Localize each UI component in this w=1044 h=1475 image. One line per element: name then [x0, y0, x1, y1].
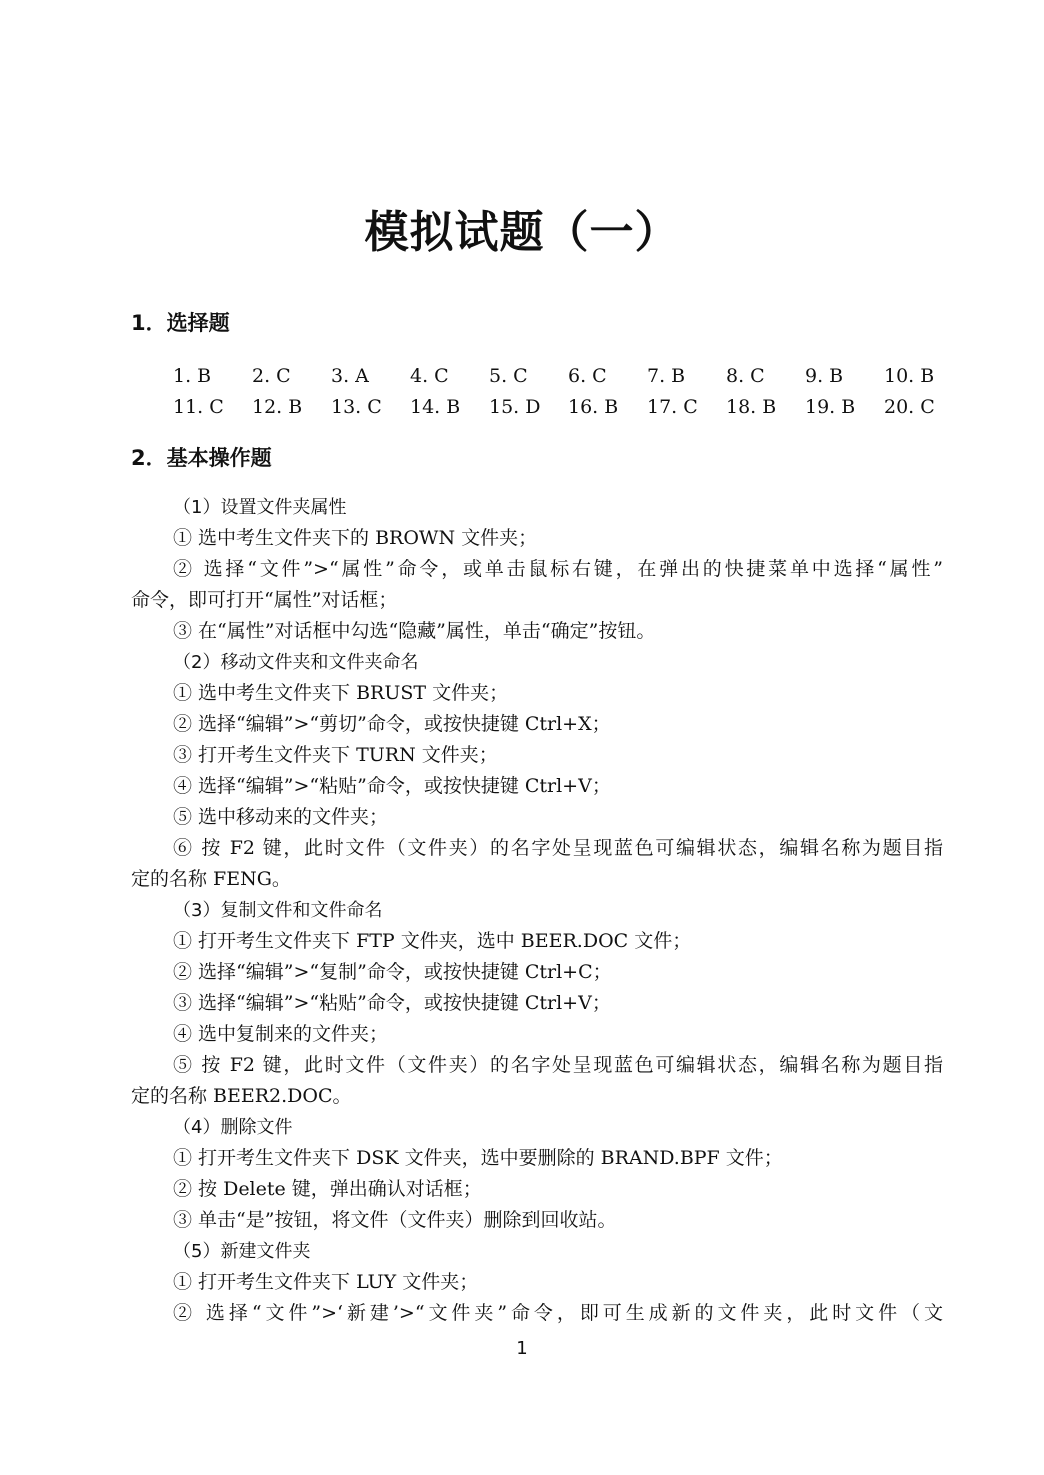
instruction-line: ② 选择“文件”>‘新建’>“文件夹”命令，即可生成新的文件夹，此时文件（文	[173, 1302, 943, 1324]
instruction-line: ③ 在“属性”对话框中勾选“隐藏”属性，单击“确定”按钮。	[173, 620, 656, 642]
instruction-line: ① 选中考生文件夹下 BRUST 文件夹；	[173, 682, 509, 704]
instruction-line: ② 选择“编辑”>“复制”命令，或按快捷键 Ctrl+C；	[173, 961, 612, 983]
answer-row	[173, 391, 963, 422]
section-heading-operations: 2．基本操作题	[131, 446, 272, 470]
page-number: 1	[516, 1338, 528, 1359]
instruction-line: ⑤ 按 F2 键，此时文件（文件夹）的名字处呈现蓝色可编辑状态，编辑名称为题目指	[173, 1054, 943, 1076]
instruction-line: ② 选择“编辑”>“剪切”命令，或按快捷键 Ctrl+X；	[173, 713, 611, 735]
subsection-heading: （4）删除文件	[173, 1117, 293, 1138]
subsection-heading: （2）移动文件夹和文件夹命名	[173, 652, 419, 673]
answer-item: 8. C	[726, 364, 765, 387]
answer-item: 11. C	[173, 395, 224, 418]
subsection-heading: （1）设置文件夹属性	[173, 497, 347, 518]
instruction-line: ① 打开考生文件夹下 FTP 文件夹，选中 BEER.DOC 文件；	[173, 930, 692, 952]
answer-grid	[173, 360, 963, 422]
instruction-line: ⑤ 选中移动来的文件夹；	[173, 806, 389, 828]
answer-item: 18. B	[726, 395, 777, 418]
answer-item: 14. B	[410, 395, 461, 418]
answer-item: 7. B	[647, 364, 686, 387]
answer-item: 12. B	[252, 395, 303, 418]
instruction-line: ④ 选择“编辑”>“粘贴”命令，或按快捷键 Ctrl+V；	[173, 775, 611, 797]
subsection-heading: （3）复制文件和文件命名	[173, 900, 383, 921]
instruction-line: 命令，即可打开“属性”对话框；	[131, 589, 398, 611]
instruction-line: ① 打开考生文件夹下 DSK 文件夹，选中要删除的 BRAND.BPF 文件；	[173, 1147, 783, 1169]
answer-item: 13. C	[331, 395, 382, 418]
answer-item: 1. B	[173, 364, 212, 387]
section-heading-choice: 1．选择题	[131, 311, 230, 335]
instruction-line: ③ 单击“是”按钮，将文件（文件夹）删除到回收站。	[173, 1209, 617, 1231]
answer-item: 20. C	[884, 395, 935, 418]
instruction-line: 定的名称 BEER2.DOC。	[131, 1085, 352, 1107]
answer-item: 3. A	[331, 364, 369, 387]
answer-item: 16. B	[568, 395, 619, 418]
subsection-heading: （5）新建文件夹	[173, 1241, 311, 1262]
instruction-line: ① 打开考生文件夹下 LUY 文件夹；	[173, 1271, 479, 1293]
instruction-line: ① 选中考生文件夹下的 BROWN 文件夹；	[173, 527, 538, 549]
instruction-line: ③ 选择“编辑”>“粘贴”命令，或按快捷键 Ctrl+V；	[173, 992, 611, 1014]
answer-row	[173, 360, 963, 391]
answer-item: 6. C	[568, 364, 607, 387]
instruction-line: ④ 选中复制来的文件夹；	[173, 1023, 389, 1045]
answer-item: 19. B	[805, 395, 856, 418]
answer-item: 15. D	[489, 395, 541, 418]
answer-item: 10. B	[884, 364, 935, 387]
instruction-line: ② 选择“文件”>“属性”命令，或单击鼠标右键，在弹出的快捷菜单中选择“属性”	[173, 558, 943, 580]
instruction-line: 定的名称 FENG。	[131, 868, 291, 890]
answer-item: 2. C	[252, 364, 291, 387]
instruction-line: ⑥ 按 F2 键，此时文件（文件夹）的名字处呈现蓝色可编辑状态，编辑名称为题目指	[173, 837, 943, 859]
answer-item: 4. C	[410, 364, 449, 387]
instruction-line: ③ 打开考生文件夹下 TURN 文件夹；	[173, 744, 498, 766]
answer-item: 5. C	[489, 364, 528, 387]
instruction-line: ② 按 Delete 键，弹出确认对话框；	[173, 1178, 482, 1200]
answer-item: 17. C	[647, 395, 698, 418]
page-title: 模拟试题（一）	[364, 207, 680, 258]
operations-body	[131, 492, 943, 1329]
answer-item: 9. B	[805, 364, 844, 387]
